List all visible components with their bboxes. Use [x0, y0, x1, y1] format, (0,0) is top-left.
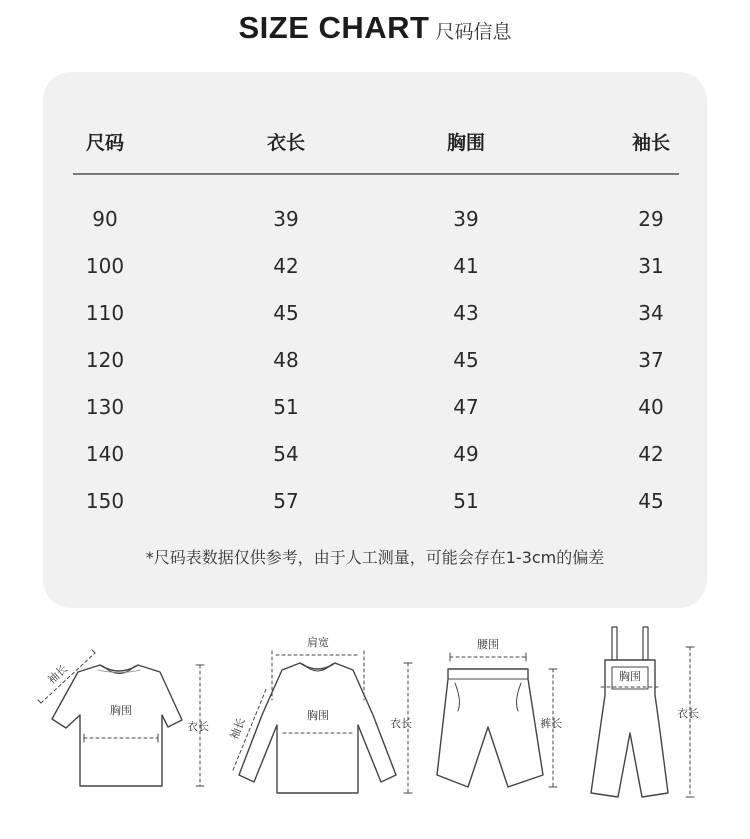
- header-divider: [73, 173, 679, 175]
- cell-sleeve: 45: [638, 489, 664, 513]
- cell-chest: 47: [453, 395, 479, 419]
- cell-size: 120: [85, 348, 125, 372]
- shorts-diagram: [437, 653, 557, 787]
- cell-size: 130: [85, 395, 125, 419]
- longsleeve-shoulder-label: 肩宽: [307, 636, 329, 649]
- table-row: [0, 254, 750, 280]
- measurement-note: *尺码表数据仅供参考，由于人工测量，可能会存在1-3cm的偏差: [145, 548, 605, 567]
- cell-length: 45: [273, 301, 299, 325]
- tshirt-chest-label: 胸围: [110, 704, 132, 717]
- cell-length: 57: [273, 489, 299, 513]
- cell-size: 90: [92, 207, 118, 231]
- cell-chest: 43: [453, 301, 479, 325]
- table-row: [0, 348, 750, 374]
- header-size: 尺码: [85, 132, 124, 154]
- title-en: SIZE CHART: [238, 10, 430, 45]
- header-sleeve: 袖长: [631, 132, 670, 154]
- cell-sleeve: 40: [638, 395, 664, 419]
- longsleeve-length-label: 衣长: [390, 717, 412, 730]
- cell-sleeve: 37: [638, 348, 664, 372]
- shorts-waist-label: 腰围: [477, 638, 499, 651]
- header-chest: 胸围: [446, 132, 485, 154]
- cell-length: 39: [273, 207, 299, 231]
- cell-length: 51: [273, 395, 299, 419]
- overalls-chest-label: 胸围: [619, 670, 641, 683]
- table-row: [0, 207, 750, 233]
- header-length: 衣长: [266, 132, 305, 154]
- cell-chest: 45: [453, 348, 479, 372]
- cell-chest: 49: [453, 442, 479, 466]
- table-row: [0, 301, 750, 327]
- cell-size: 100: [85, 254, 125, 278]
- table-row: [0, 442, 750, 468]
- longsleeve-chest-label: 胸围: [307, 709, 329, 722]
- cell-size: 150: [85, 489, 125, 513]
- table-row: [0, 395, 750, 421]
- cell-chest: 51: [453, 489, 479, 513]
- measurement-diagrams: [0, 615, 750, 835]
- cell-chest: 39: [453, 207, 479, 231]
- cell-length: 54: [273, 442, 299, 466]
- cell-size: 140: [85, 442, 125, 466]
- longsleeve-diagram: [233, 651, 412, 793]
- table-row: [0, 489, 750, 515]
- cell-sleeve: 31: [638, 254, 664, 278]
- shorts-length-label: 裤长: [540, 717, 562, 730]
- tshirt-length-label: 衣长: [187, 720, 209, 733]
- longsleeve-sleeve-label: 袖长: [227, 716, 248, 742]
- cell-sleeve: 34: [638, 301, 664, 325]
- cell-sleeve: 29: [638, 207, 664, 231]
- table-header: [0, 128, 750, 154]
- title-zh: 尺码信息: [435, 21, 512, 43]
- cell-length: 48: [273, 348, 299, 372]
- overalls-length-label: 衣长: [677, 707, 699, 720]
- cell-chest: 41: [453, 254, 479, 278]
- cell-length: 42: [273, 254, 299, 278]
- cell-size: 110: [85, 301, 125, 325]
- cell-sleeve: 42: [638, 442, 664, 466]
- page-title: [0, 10, 750, 46]
- tshirt-sleeve-label: 袖长: [45, 662, 71, 687]
